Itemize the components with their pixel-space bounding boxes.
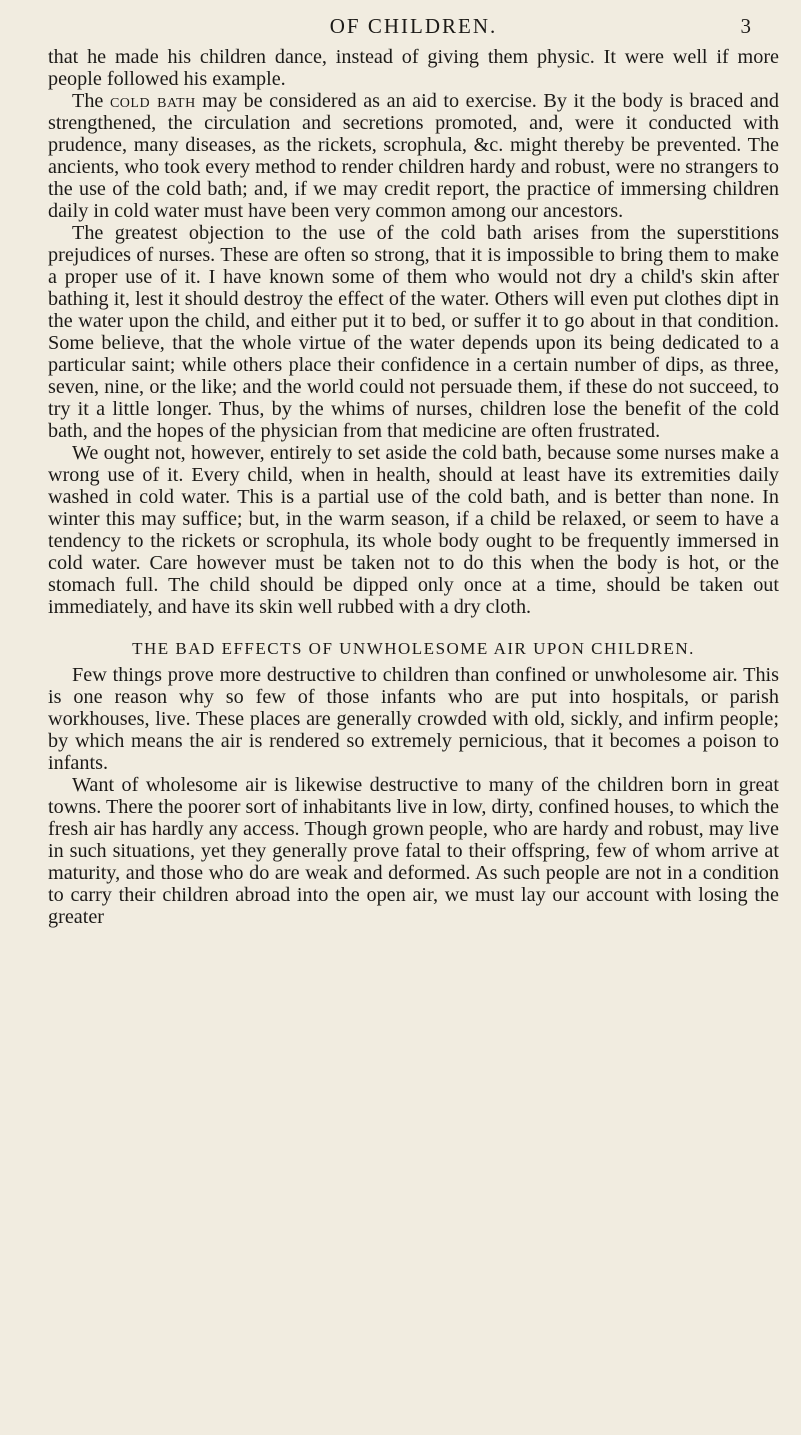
paragraph-text: Few things prove more destructive to children than confined or unwholesome air. This is one reason why so few of those infants who are put into hospitals, or parish workhouses, live. These places are generally crowded with old, sickly, and infirm people; by which means the air is rendered so extremely pernicious, that it becomes a poison to infants. [48, 664, 779, 774]
paragraph-text: The greatest objection to the use of the cold bath arises from the superstitions prejudices of nurses. These are often so strong, that it is impossible to bring them to make a proper use of it. I have known some of them who would not dry a child's skin after bathing it, lest it should destroy the effect of the water. Others will even put clothes dipt in the water upon the child, and either put it to bed, or suffer it to go about in that condition. Some believe, that the whole virtue of the water depends upon its being dedicated to a particular saint; while others place their confidence in a certain number of dips, as three, seven, nine, or the like; and the world could not persuade them, if these do not succeed, to try it a little longer. Thus, by the whims of nurses, children lose the benefit of the cold bath, and the hopes of the physician from that medicine are often frustrated. [48, 222, 779, 442]
paragraph-text: We ought not, however, entirely to set aside the cold bath, because some nurses make a wrong use of it. Every child, when in health, should at least have its extremities daily washed in cold water. This is a partial use of the cold bath, and is better than none. In winter this may suffice; but, in the warm season, if a child be relaxed, or seem to have a tendency to the rickets or scrophula, its whole body ought to be frequently immersed in cold water. Care however must be taken not to do this when the body is hot, or the stomach full. The child should be dipped only once at a time, should be taken out immediately, and have its skin well rubbed with a dry cloth. [48, 442, 779, 618]
paragraph-text: Want of wholesome air is likewise destructive to many of the children born in great towns. There the poorer sort of inhabitants live in low, dirty, confined houses, to which the fresh air has hardly any access. Though grown people, who are hardy and robust, may live in such situations, yet they generally prove fatal to their offspring, few of whom arrive at maturity, and those who do are weak and deformed. As such people are not in a condition to carry their children abroad into the open air, we must lay our account with losing the greater [48, 774, 779, 928]
section-heading: THE BAD EFFECTS OF UNWHOLESOME AIR UPON CHILDREN. [132, 639, 695, 658]
paragraph [48, 90, 779, 222]
paragraph [48, 222, 779, 442]
paragraph [48, 664, 779, 774]
paragraph-text: may be considered as an aid to exercise. By it the body is braced and strengthened, the circulation and secretions promoted, and, were it conducted with prudence, many diseases, as the rickets, scrophula, &c. might thereby be prevented. The ancients, who took every method to render children hardy and robust, were no strangers to the use of the cold bath; and, if we may credit report, the practice of immersing children daily in cold water must have been very common among our ancestors. [48, 90, 779, 222]
small-caps-term: cold bath [109, 90, 196, 112]
paragraph-text: that he made his children dance, instead of giving them physic. It were well if more people followed his example. [48, 46, 779, 90]
page-number: 3 [740, 14, 751, 38]
running-head-title: OF CHILDREN. [329, 14, 498, 38]
running-head [48, 14, 779, 44]
paragraph [48, 774, 779, 928]
paragraph [48, 46, 779, 90]
paragraph [48, 442, 779, 618]
paragraph-lead: The [72, 90, 110, 112]
body-text [48, 46, 779, 928]
